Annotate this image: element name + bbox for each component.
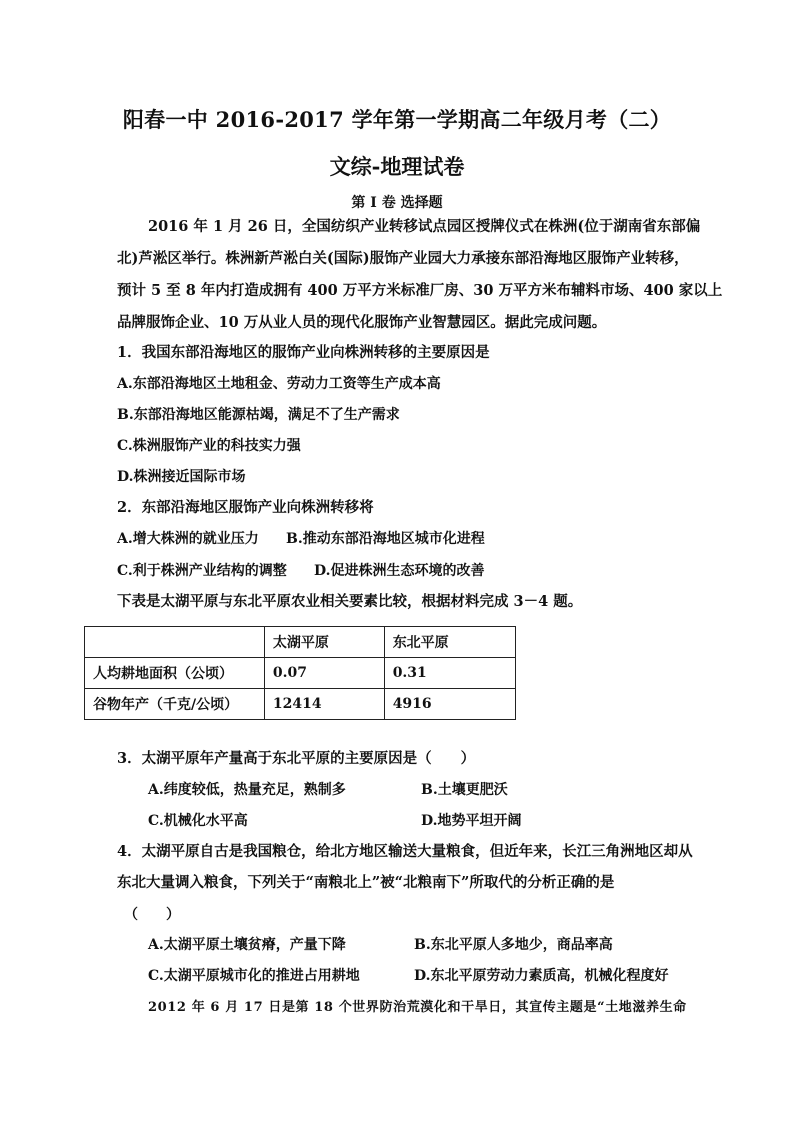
question-4-option-d: D.东北平原劳动力素质高，机械化程度好 (414, 968, 669, 984)
next-passage-line: 2012 年 6 月 17 日是第 18 个世界防治荒漠化和干旱日，其宣传主题是“土地滋养生命 (148, 1000, 687, 1015)
question-4-stem-line-1: 4．太湖平原自古是我国粮仓，给北方地区输送大量粮食，但近年来，长江三角洲地区却从 (117, 843, 693, 860)
question-4-answer-blank: （ ） (124, 907, 180, 923)
table-header-row (85, 627, 516, 658)
question-3-option-d: D.地势平坦开阔 (421, 813, 522, 829)
table-cell: 0.31 (384, 658, 515, 689)
page-subtitle: 文综-地理试卷 (329, 154, 465, 179)
table-cell: 谷物年产（千克/公顷） (85, 689, 265, 720)
table-cell: 12414 (264, 689, 384, 720)
table-header-cell: 太湖平原 (264, 627, 384, 658)
question-4-stem-line-2: 东北大量调入粮食，下列关于“南粮北上”被“北粮南下”所取代的分析正确的是 (117, 874, 615, 891)
table-cell: 人均耕地面积（公顷） (85, 658, 265, 689)
question-2-option-c: C.利于株洲产业结构的调整 (117, 563, 287, 579)
table-intro: 下表是太湖平原与东北平原农业相关要素比较，根据材料完成 3－4 题。 (117, 593, 583, 610)
question-3-option-a: A.纬度较低，热量充足，熟制多 (148, 782, 346, 798)
question-4-option-b: B.东北平原人多地少，商品率高 (414, 937, 613, 953)
question-4-option-c: C.太湖平原城市化的推进占用耕地 (148, 968, 360, 984)
question-1-option-a: A.东部沿海地区土地租金、劳动力工资等生产成本高 (117, 376, 441, 392)
question-2-option-a: A.增大株洲的就业压力 (117, 531, 259, 547)
section-heading: 第 I 卷 选择题 (351, 195, 443, 211)
question-1-option-d: D.株洲接近国际市场 (117, 469, 246, 485)
page-title: 阳春一中 2016-2017 学年第一学期高二年级月考（二） (122, 107, 672, 132)
intro-line: 预计 5 至 8 年内打造成拥有 400 万平方米标准厂房、30 万平方米布辅料市场、400 家以上 (117, 282, 723, 299)
question-3-stem: 3．太湖平原年产量高于东北平原的主要原因是（ ） (117, 750, 476, 767)
table-cell: 4916 (384, 689, 515, 720)
question-2-option-b: B.推动东部沿海地区城市化进程 (286, 531, 485, 547)
intro-line: 品牌服饰企业、10 万从业人员的现代化服饰产业智慧园区。据此完成问题。 (117, 314, 607, 331)
intro-line: 北)芦淞区举行。株洲新芦淞白关(国际)服饰产业园大力承接东部沿海地区服饰产业转移， (117, 250, 689, 267)
question-2-stem: 2．东部沿海地区服饰产业向株洲转移将 (117, 499, 374, 516)
intro-line: 2016 年 1 月 26 日，全国纺织产业转移试点园区授牌仪式在株洲(位于湖南省东部偏 (148, 218, 701, 235)
table-row (85, 658, 516, 689)
question-1-stem: 1．我国东部沿海地区的服饰产业向株洲转移的主要原因是 (117, 344, 490, 361)
comparison-table (84, 626, 516, 720)
question-3-option-b: B.土壤更肥沃 (421, 782, 508, 798)
question-2-option-d: D.促进株洲生态环境的改善 (314, 563, 485, 579)
table-cell: 0.07 (264, 658, 384, 689)
table-header-cell: 东北平原 (384, 627, 515, 658)
question-4-option-a: A.太湖平原土壤贫瘠，产量下降 (148, 937, 346, 953)
question-1-option-b: B.东部沿海地区能源枯竭，满足不了生产需求 (117, 407, 400, 423)
question-1-option-c: C.株洲服饰产业的科技实力强 (117, 438, 301, 454)
question-3-option-c: C.机械化水平高 (148, 813, 248, 829)
table-header-cell (85, 627, 265, 658)
table-row (85, 689, 516, 720)
